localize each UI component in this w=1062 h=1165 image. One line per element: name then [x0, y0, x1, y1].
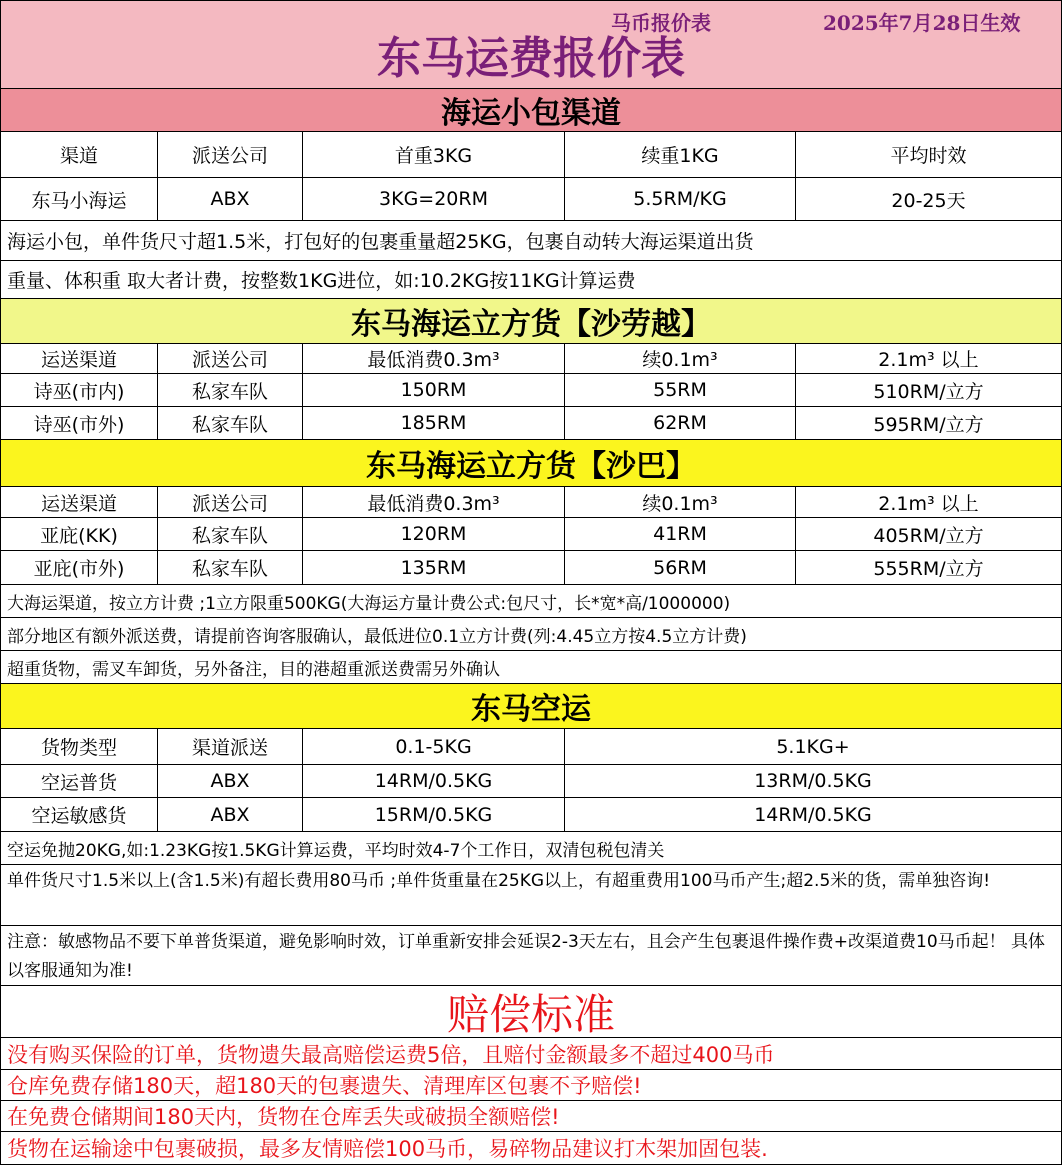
- sea-small-header-row: [1, 132, 1061, 178]
- sabah-note-2: 部分地区有额外派送费，请提前咨询客服确认，最低进位0.1立方计费(列:4.45立方按4.5立方计费): [1, 618, 1061, 651]
- table-row: [1, 518, 1061, 551]
- table-cell: 14RM/0.5KG: [303, 765, 565, 797]
- table-cell: 14RM/0.5KG: [754, 803, 872, 826]
- table-cell: 私家车队: [158, 374, 303, 406]
- table-cell: 405RM/立方: [873, 524, 984, 547]
- table-cell: 62RM: [565, 407, 796, 439]
- table-header-cell: 运送渠道: [1, 344, 158, 373]
- table-cell: 空运敏感货: [1, 798, 158, 831]
- table-header-cell: 货物类型: [1, 729, 158, 764]
- table-cell: ABX: [158, 798, 303, 831]
- table-cell: 5.5RM/KG: [565, 178, 796, 220]
- table-row: [1, 765, 1061, 798]
- table-cell: 55RM: [565, 374, 796, 406]
- table-header-cell: 0.1-5KG: [303, 729, 565, 764]
- table-header-cell: 派送公司: [158, 487, 303, 517]
- header: [1, 1, 1061, 89]
- table-cell: 私家车队: [158, 518, 303, 550]
- table-header-cell: 平均时效: [890, 145, 967, 167]
- table-row: [1, 178, 1061, 221]
- table-cell: ABX: [158, 178, 303, 220]
- section-compensation-title: 赔偿标准: [1, 986, 1061, 1038]
- table-cell: 13RM/0.5KG: [754, 770, 872, 792]
- table-cell: 120RM: [303, 518, 565, 550]
- table-header-cell: 派送公司: [158, 132, 303, 177]
- air-note-3: 注意：敏感物品不要下单普货渠道，避免影响时效，订单重新安排会延误2-3天左右，且会产生包裹退件操作费+改渠道费10马币起！ 具体以客服通知为准!: [1, 926, 1061, 986]
- table-header-cell: 2.1m³ 以上: [878, 492, 979, 515]
- table-cell: 诗巫(市内): [1, 374, 158, 406]
- section-sea-small-title: 海运小包渠道: [1, 89, 1061, 132]
- compensation-line: 货物在运输途中包裹破损，最多友情赔偿100马币，易碎物品建议打木架加固包装.: [7, 1137, 768, 1161]
- table-header-cell: 续重1KG: [565, 132, 796, 177]
- table-header-cell: 渠道: [1, 132, 158, 177]
- table-header-cell: 运送渠道: [1, 487, 158, 517]
- compensation-line: 在免费仓储期间180天内，货物在仓库丢失或破损全额赔偿!: [1, 1101, 1061, 1132]
- table-cell: 15RM/0.5KG: [303, 798, 565, 831]
- table-cell: 20-25天: [891, 189, 966, 212]
- table-row: [1, 798, 1061, 832]
- table-row: [1, 551, 1061, 585]
- table-cell: 私家车队: [158, 407, 303, 439]
- effective-date: 2025年7月28日生效: [823, 11, 1021, 35]
- compensation-line: 没有购买保险的订单，货物遗失最高赔偿运费5倍，且赔付金额最多不超过400马币: [1, 1038, 1061, 1070]
- table-cell: 亚庇(KK): [1, 518, 158, 550]
- table-header-cell: 续0.1m³: [565, 344, 796, 373]
- table-header-cell: 派送公司: [158, 344, 303, 373]
- table-header-cell: 首重3KG: [303, 132, 565, 177]
- page-title: 东马运费报价表: [377, 33, 685, 84]
- table-header-cell: 最低消费0.3m³: [303, 487, 565, 517]
- table-cell: 595RM/立方: [873, 413, 984, 436]
- table-cell: 空运普货: [1, 765, 158, 797]
- sabah-note-1: 大海运渠道，按立方计费 ;1立方限重500KG(大海运方量计费公式:包尺寸，长*宽*高/1000000): [1, 585, 1061, 618]
- table-cell: 3KG=20RM: [303, 178, 565, 220]
- table-header-cell: 续0.1m³: [565, 487, 796, 517]
- section-air-title: 东马空运: [1, 684, 1061, 729]
- air-header-row: [1, 729, 1061, 765]
- table-header-cell: 渠道派送: [158, 729, 303, 764]
- table-cell: 诗巫(市外): [1, 407, 158, 439]
- table-header-cell: 2.1m³ 以上: [878, 349, 979, 371]
- section-sabah-title: 东马海运立方货【沙巴】: [1, 440, 1061, 487]
- sabah-header-row: [1, 487, 1061, 518]
- table-header-cell: 5.1KG+: [776, 735, 850, 758]
- air-note-2: 单件货尺寸1.5米以上(含1.5米)有超长费用80马币 ;单件货重量在25KG以上，有超重费用100马币产生;超2.5米的货，需单独咨询!: [1, 865, 1061, 926]
- sea-small-note-1: 海运小包，单件货尺寸超1.5米，打包好的包裹重量超25KG，包裹自动转大海运渠道出货: [1, 221, 1061, 261]
- sarawak-header-row: [1, 344, 1061, 374]
- table-cell: 555RM/立方: [873, 558, 984, 580]
- compensation-line: 仓库免费存储180天，超180天的包裹遗失、清理库区包裹不予赔偿!: [1, 1070, 1061, 1101]
- air-note-1: 空运免抛20KG,如:1.23KG按1.5KG计算运费，平均时效4-7个工作日，双清包税包清关: [1, 832, 1061, 865]
- table-cell: 150RM: [303, 374, 565, 406]
- table-cell: 41RM: [565, 518, 796, 550]
- table-cell: ABX: [158, 765, 303, 797]
- table-cell: 510RM/立方: [873, 380, 984, 403]
- table-cell: 135RM: [303, 551, 565, 584]
- table-row: [1, 407, 1061, 440]
- table-cell: 私家车队: [158, 551, 303, 584]
- section-sarawak-title: 东马海运立方货【沙劳越】: [1, 299, 1061, 344]
- table-cell: 56RM: [565, 551, 796, 584]
- table-row: [1, 374, 1061, 407]
- table-cell: 185RM: [303, 407, 565, 439]
- table-cell: 东马小海运: [1, 178, 158, 220]
- table-header-cell: 最低消费0.3m³: [303, 344, 565, 373]
- sabah-note-3: 超重货物，需叉车卸货，另外备注，目的港超重派送费需另外确认: [1, 651, 1061, 684]
- subtitle: 马币报价表: [611, 11, 711, 35]
- table-cell: 亚庇(市外): [1, 551, 158, 584]
- sea-small-note-2: 重量、体积重 取大者计费，按整数1KG进位，如:10.2KG按11KG计算运费: [1, 261, 1061, 299]
